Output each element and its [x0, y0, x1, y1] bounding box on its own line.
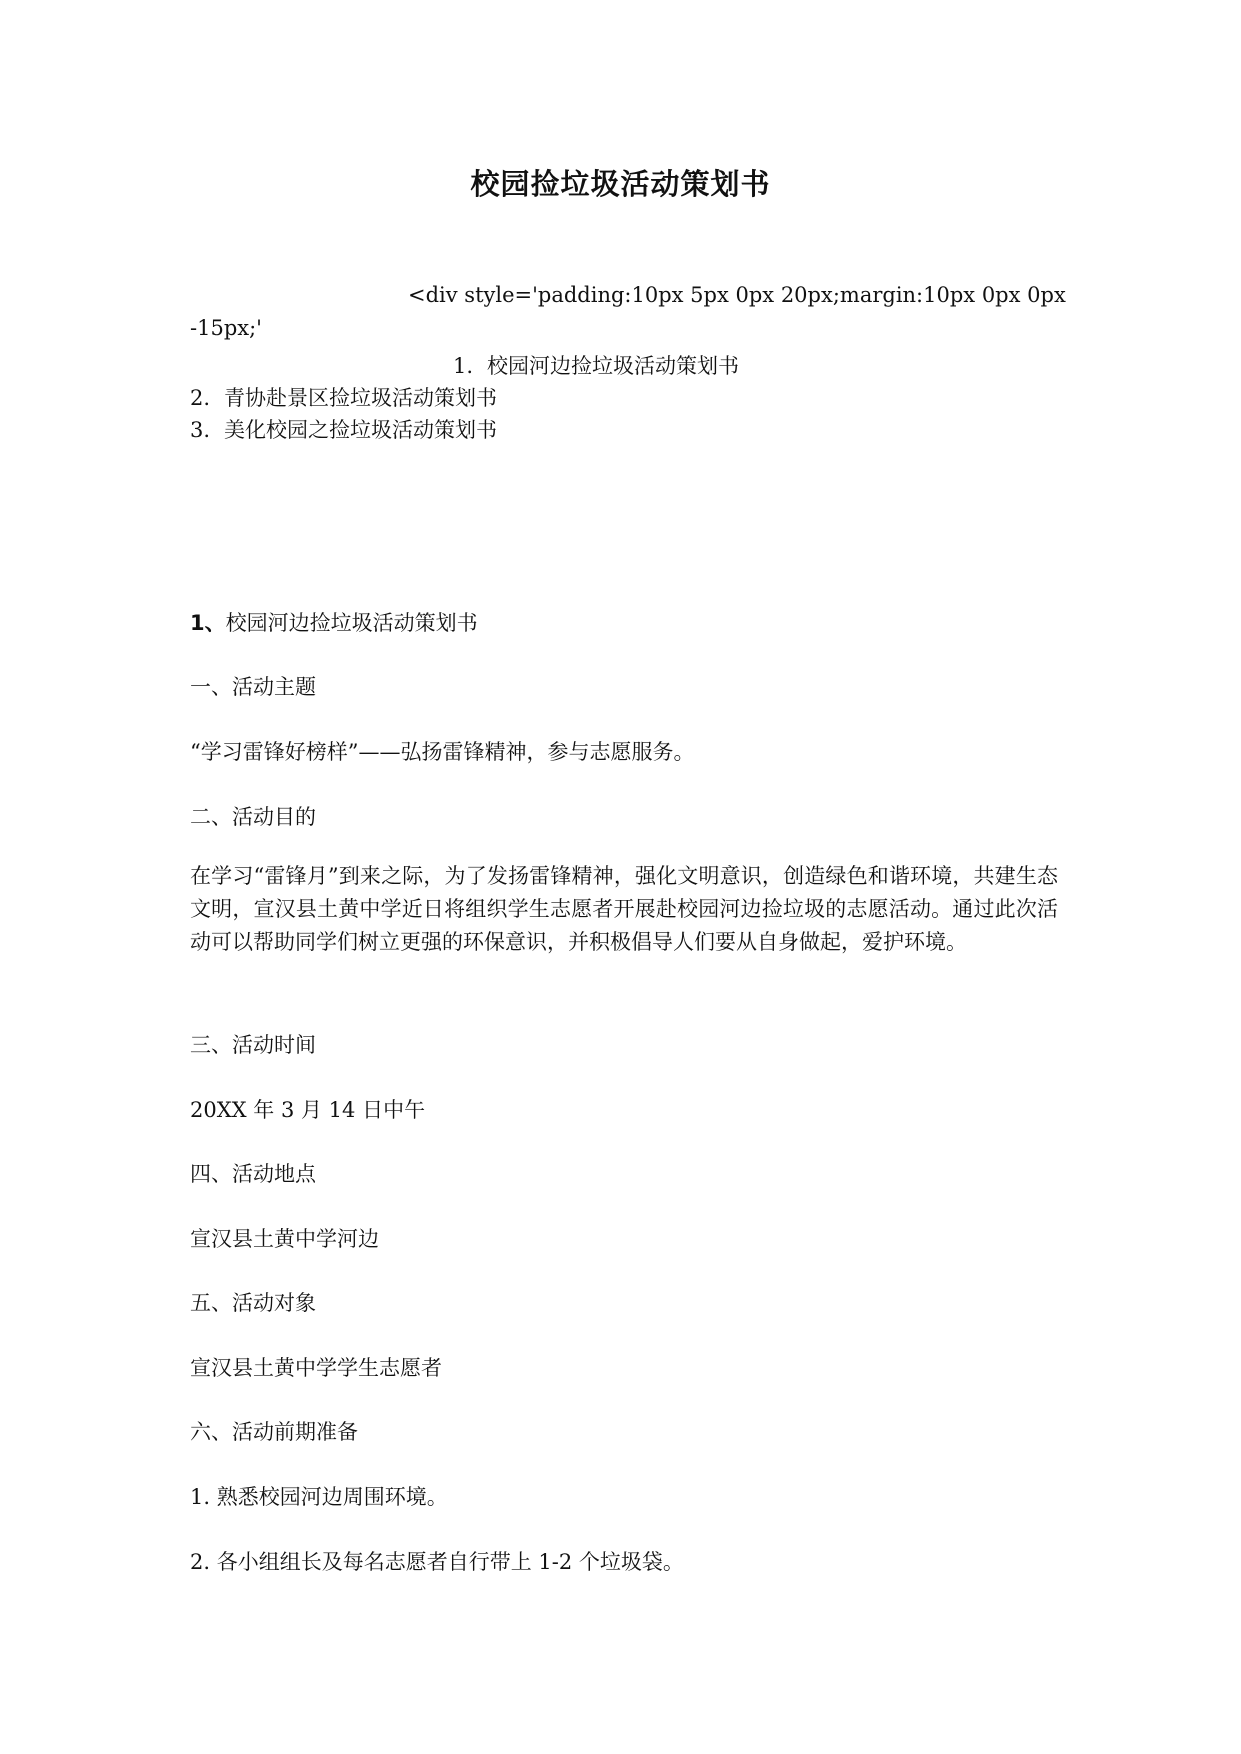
heading-time: 三、活动时间 [190, 1033, 316, 1057]
toc-item-number: 2. [190, 386, 211, 410]
heading-preparation: 六、活动前期准备 [190, 1420, 358, 1444]
toc-item-text: 校园河边捡垃圾活动策划书 [487, 354, 739, 378]
heading-purpose: 二、活动目的 [190, 805, 316, 829]
purpose-paragraph: 在学习“雷锋月”到来之际，为了发扬雷锋精神，强化文明意识，创造绿色和谐环境，共建生态文明，宣汉县土黄中学近日将组织学生志愿者开展赴校园河边捡垃圾的志愿活动。通过此次活动可以帮助同学们树立更强的环保意识，并积极倡导人们要从自身做起，爱护环境。 [190, 864, 1058, 954]
toc-item-text: 青协赴景区捡垃圾活动策划书 [224, 386, 497, 410]
place-text: 宣汉县土黄中学河边 [190, 1227, 379, 1251]
code-line-2: -15px;' [190, 316, 262, 340]
toc-item-3 [190, 414, 497, 444]
toc-item-1 [453, 350, 739, 380]
section-heading-text: 校园河边捡垃圾活动策划书 [225, 611, 478, 635]
theme-text: “学习雷锋好榜样”——弘扬雷锋精神，参与志愿服务。 [190, 740, 695, 764]
target-text: 宣汉县土黄中学学生志愿者 [190, 1356, 442, 1380]
time-text: 20XX 年 3 月 14 日中午 [190, 1098, 426, 1122]
code-line-1: <div style='padding:10px 5px 0px 20px;margin:10px 0px 0px [408, 283, 1066, 307]
heading-target: 五、活动对象 [190, 1291, 316, 1315]
heading-theme: 一、活动主题 [190, 675, 316, 699]
section-heading-number: 1、 [190, 611, 226, 635]
heading-place: 四、活动地点 [190, 1162, 316, 1186]
toc-item-2 [190, 382, 497, 412]
section-heading [190, 607, 478, 637]
toc-item-text: 美化校园之捡垃圾活动策划书 [224, 418, 497, 442]
toc-item-number: 3. [190, 418, 211, 442]
document-title: 校园捡垃圾活动策划书 [470, 167, 771, 201]
preparation-item-2: 2. 各小组组长及每名志愿者自行带上 1-2 个垃圾袋。 [190, 1550, 684, 1574]
preparation-item-1: 1. 熟悉校园河边周围环境。 [190, 1485, 448, 1509]
toc-item-number: 1. [453, 354, 474, 378]
